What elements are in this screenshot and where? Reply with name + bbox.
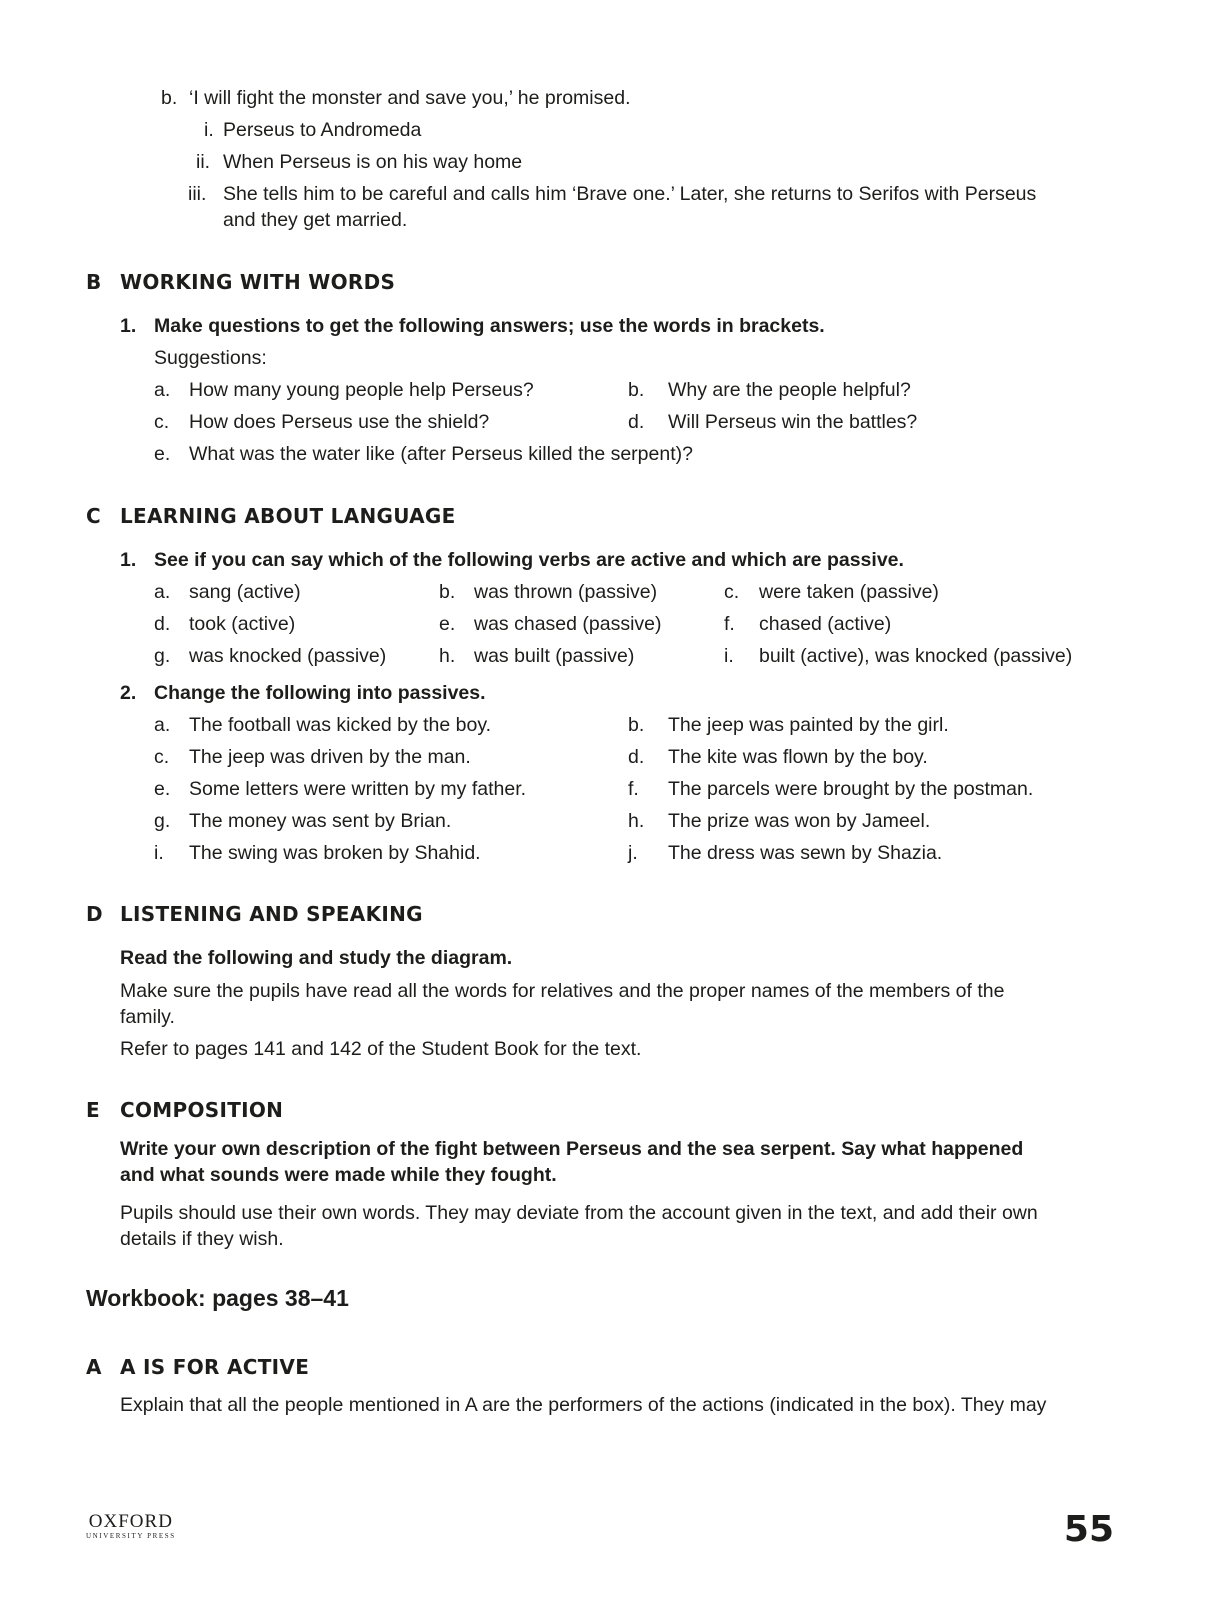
answer-text: What was the water like (after Perseus killed the serpent)? xyxy=(189,443,693,465)
section-letter: D xyxy=(86,902,103,926)
question-number: 2. xyxy=(120,682,137,704)
answer-label: h. xyxy=(628,810,645,832)
question-text: See if you can say which of the following verbs are active and which are passive. xyxy=(154,549,904,571)
answer-label: b. xyxy=(439,581,456,603)
answer-label: d. xyxy=(628,746,645,768)
question-text: Make questions to get the following answers; use the words in brackets. xyxy=(154,315,825,337)
answer-label: h. xyxy=(439,645,456,667)
answer-text: The dress was sewn by Shazia. xyxy=(668,842,943,864)
answer-label: j. xyxy=(628,842,638,864)
answer-text: The football was kicked by the boy. xyxy=(189,714,492,736)
section-title: COMPOSITION xyxy=(120,1098,284,1122)
sub-label: iii. xyxy=(188,183,207,205)
answer-label: f. xyxy=(724,613,735,635)
sub-text: Perseus to Andromeda xyxy=(223,119,422,141)
question-text: Change the following into passives. xyxy=(154,682,486,704)
paragraph: family. xyxy=(120,1006,175,1028)
logo-main: OXFORD xyxy=(88,1511,173,1532)
sub-label: i. xyxy=(204,119,214,141)
publisher-logo xyxy=(86,1512,176,1541)
answer-text: sang (active) xyxy=(189,581,301,603)
answer-text: How many young people help Perseus? xyxy=(189,379,534,401)
answer-text: built (active), was knocked (passive) xyxy=(759,645,1073,667)
page-number: 55 xyxy=(1063,1509,1114,1550)
answer-label: b. xyxy=(628,379,645,401)
answer-text: were taken (passive) xyxy=(759,581,939,603)
answer-text: was knocked (passive) xyxy=(189,645,387,667)
paragraph: Pupils should use their own words. They may deviate from the account given in the text, and add their own xyxy=(120,1202,1038,1224)
answer-text: The money was sent by Brian. xyxy=(189,810,452,832)
section-title: LISTENING AND SPEAKING xyxy=(120,902,423,926)
answer-text: Why are the people helpful? xyxy=(668,379,911,401)
paragraph: Refer to pages 141 and 142 of the Student Book for the text. xyxy=(120,1038,642,1060)
section-title: A IS FOR ACTIVE xyxy=(120,1355,310,1379)
answer-label: f. xyxy=(628,778,639,800)
answer-text: was chased (passive) xyxy=(474,613,662,635)
answer-label: g. xyxy=(154,645,171,667)
answer-text: chased (active) xyxy=(759,613,892,635)
paragraph: details if they wish. xyxy=(120,1228,284,1250)
answer-label: e. xyxy=(154,443,171,465)
instruction: Write your own description of the fight between Perseus and the sea serpent. Say what happened xyxy=(120,1138,1024,1160)
answer-label: b. xyxy=(628,714,645,736)
answer-text: was thrown (passive) xyxy=(474,581,658,603)
section-title: WORKING WITH WORDS xyxy=(120,270,396,294)
workbook-heading: Workbook: pages 38–41 xyxy=(86,1285,349,1311)
answer-label: e. xyxy=(154,778,171,800)
section-letter: E xyxy=(86,1098,100,1122)
answer-text: Some letters were written by my father. xyxy=(189,778,527,800)
item-label: b. xyxy=(161,87,178,109)
answer-label: e. xyxy=(439,613,456,635)
item-text: ‘I will fight the monster and save you,’ he promised. xyxy=(189,87,631,109)
answer-label: i. xyxy=(724,645,734,667)
answer-text: The prize was won by Jameel. xyxy=(668,810,931,832)
answer-text: How does Perseus use the shield? xyxy=(189,411,490,433)
answer-label: c. xyxy=(154,746,170,768)
question-number: 1. xyxy=(120,549,137,571)
paragraph: Make sure the pupils have read all the words for relatives and the proper names of the members of the xyxy=(120,980,1005,1002)
answer-label: c. xyxy=(724,581,740,603)
sub-text: When Perseus is on his way home xyxy=(223,151,523,173)
answer-label: a. xyxy=(154,581,171,603)
section-letter: C xyxy=(86,504,101,528)
logo-sub: UNIVERSITY PRESS xyxy=(86,1532,176,1540)
answer-text: The jeep was painted by the girl. xyxy=(668,714,949,736)
question-number: 1. xyxy=(120,315,137,337)
answer-label: d. xyxy=(628,411,645,433)
answer-text: The jeep was driven by the man. xyxy=(189,746,471,768)
instruction: and what sounds were made while they fought. xyxy=(120,1164,557,1186)
answer-text: Will Perseus win the battles? xyxy=(668,411,918,433)
answer-text: took (active) xyxy=(189,613,296,635)
instruction: Read the following and study the diagram. xyxy=(120,947,513,969)
sub-text: She tells him to be careful and calls him ‘Brave one.’ Later, she returns to Serifos with Perseus xyxy=(223,183,1037,205)
answer-label: a. xyxy=(154,714,171,736)
answer-label: d. xyxy=(154,613,171,635)
answer-text: The swing was broken by Shahid. xyxy=(189,842,481,864)
answer-label: a. xyxy=(154,379,171,401)
answer-text: The kite was flown by the boy. xyxy=(668,746,928,768)
answer-label: g. xyxy=(154,810,171,832)
section-title: LEARNING ABOUT LANGUAGE xyxy=(120,504,456,528)
sub-text-continued: and they get married. xyxy=(223,209,408,231)
section-letter: B xyxy=(86,270,102,294)
answer-text: was built (passive) xyxy=(474,645,635,667)
suggestions-label: Suggestions: xyxy=(154,347,267,369)
sub-label: ii. xyxy=(196,151,211,173)
answer-label: i. xyxy=(154,842,164,864)
paragraph: Explain that all the people mentioned in A are the performers of the actions (indicated in the box). They may xyxy=(120,1394,1047,1416)
section-letter: A xyxy=(86,1355,102,1379)
answer-label: c. xyxy=(154,411,170,433)
answer-text: The parcels were brought by the postman. xyxy=(668,778,1034,800)
